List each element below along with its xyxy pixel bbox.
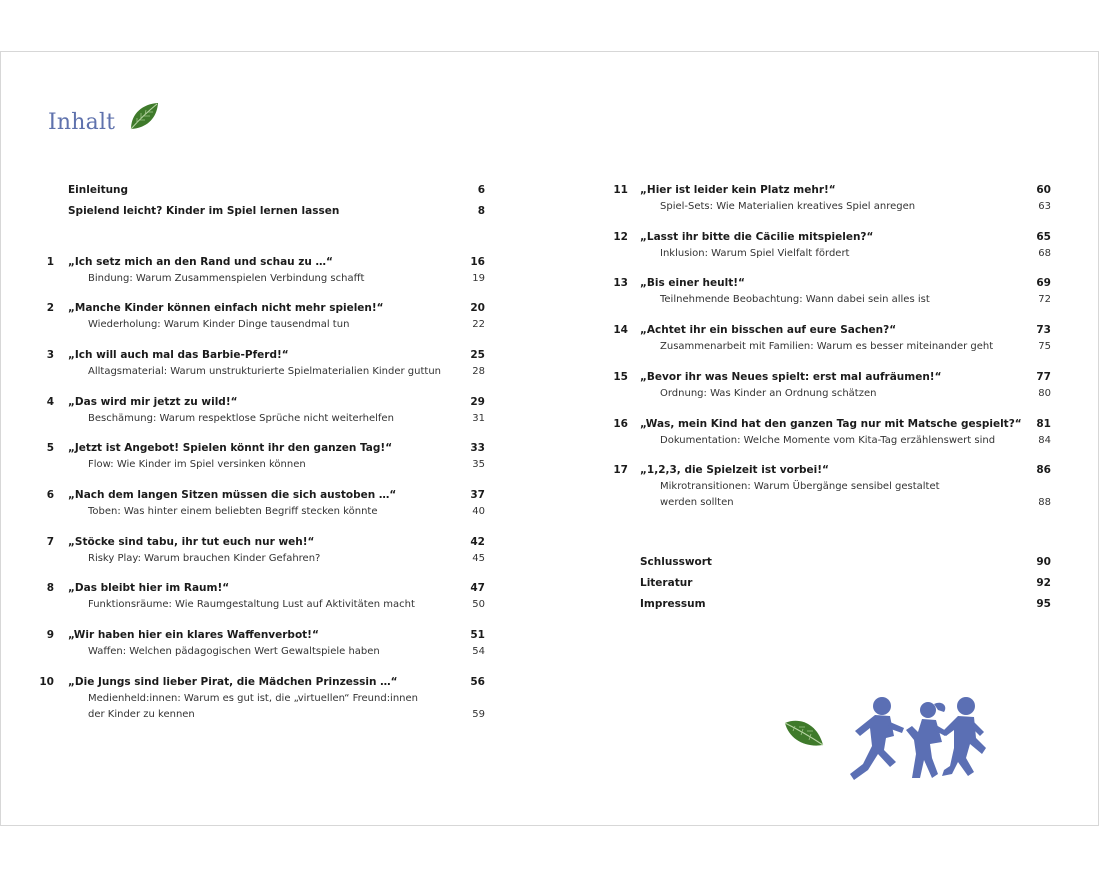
- toc-chapter-page: 20: [470, 302, 485, 314]
- toc-subtitle: Waffen: Welchen pädagogischen Wert Gewaltspiele haben: [88, 646, 380, 657]
- toc-chapter-title: „Stöcke sind tabu, ihr tut euch nur weh!“: [68, 536, 315, 548]
- toc-chapter-number: 2: [46, 302, 54, 314]
- toc-entry-title: Schlusswort: [640, 556, 712, 568]
- toc-chapter-number: 1: [46, 256, 54, 268]
- toc-chapter-number: 14: [613, 324, 628, 336]
- toc-chapter-title: „Das bleibt hier im Raum!“: [68, 582, 230, 594]
- toc-chapter-page: 42: [470, 536, 485, 548]
- toc-subtitle: der Kinder zu kennen: [88, 709, 195, 720]
- toc-subtitle-page: 88: [1038, 497, 1051, 508]
- toc-subtitle: Risky Play: Warum brauchen Kinder Gefahren?: [88, 553, 321, 564]
- toc-chapter-title: „Was, mein Kind hat den ganzen Tag nur mit Matsche gespielt?“: [640, 418, 1022, 430]
- toc-chapter-page: 47: [470, 582, 485, 594]
- toc-subtitle: Funktionsräume: Wie Raumgestaltung Lust auf Aktivitäten macht: [88, 599, 415, 610]
- toc-subtitle-page: 59: [472, 709, 485, 720]
- toc-chapter-page: 29: [470, 396, 485, 408]
- toc-subtitle-page: 75: [1038, 341, 1051, 352]
- toc-chapter-page: 69: [1036, 277, 1051, 289]
- toc-subtitle-page: 40: [472, 506, 485, 517]
- toc-chapter-number: 15: [613, 371, 628, 383]
- toc-subtitle: Medienheld:innen: Warum es gut ist, die „virtuellen“ Freund:innen: [88, 693, 419, 704]
- toc-chapter-title: „Lasst ihr bitte die Cäcilie mitspielen?“: [640, 231, 874, 243]
- toc-chapter-title: „Das wird mir jetzt zu wild!“: [68, 396, 238, 408]
- leaf-icon: [128, 100, 160, 132]
- toc-chapter-title: „Wir haben hier ein klares Waffenverbot!“: [68, 629, 319, 641]
- toc-chapter-title: „Ich setz mich an den Rand und schau zu …“: [68, 256, 333, 268]
- running-children-icon: [846, 692, 988, 792]
- toc-chapter-page: 81: [1036, 418, 1051, 430]
- toc-subtitle: Zusammenarbeit mit Familien: Warum es besser miteinander geht: [660, 341, 994, 352]
- toc-subtitle: werden sollten: [660, 497, 734, 508]
- toc-subtitle: Ordnung: Was Kinder an Ordnung schätzen: [660, 388, 877, 399]
- toc-chapter-title: „Achtet ihr ein bisschen auf eure Sachen?“: [640, 324, 897, 336]
- toc-chapter-number: 5: [46, 442, 54, 454]
- toc-chapter-page: 73: [1036, 324, 1051, 336]
- toc-subtitle: Toben: Was hinter einem beliebten Begriff stecken könnte: [88, 506, 378, 517]
- toc-subtitle-page: 22: [472, 319, 485, 330]
- toc-chapter-title: „Manche Kinder können einfach nicht mehr spielen!“: [68, 302, 384, 314]
- toc-chapter-number: 10: [39, 676, 54, 688]
- toc-chapter-title: „Bevor ihr was Neues spielt: erst mal aufräumen!“: [640, 371, 942, 383]
- toc-entry-page: 95: [1036, 598, 1051, 610]
- toc-subtitle-page: 31: [472, 413, 485, 424]
- toc-subtitle-page: 63: [1038, 201, 1051, 212]
- toc-chapter-title: „Nach dem langen Sitzen müssen die sich austoben …“: [68, 489, 397, 501]
- toc-entry-page: 8: [477, 205, 485, 217]
- toc-chapter-number: 3: [46, 349, 54, 361]
- leaf-icon: [783, 717, 825, 749]
- toc-chapter-title: „Bis einer heult!“: [640, 277, 745, 289]
- toc-subtitle: Mikrotransitionen: Warum Übergänge sensibel gestaltet: [660, 481, 940, 492]
- toc-subtitle-page: 50: [472, 599, 485, 610]
- toc-entry-title: Impressum: [640, 598, 706, 610]
- toc-subtitle: Wiederholung: Warum Kinder Dinge tausendmal tun: [88, 319, 350, 330]
- toc-subtitle-page: 72: [1038, 294, 1051, 305]
- toc-subtitle-page: 35: [472, 459, 485, 470]
- toc-chapter-number: 7: [46, 536, 54, 548]
- toc-chapter-number: 16: [613, 418, 628, 430]
- toc-chapter-page: 25: [470, 349, 485, 361]
- toc-chapter-title: „Ich will auch mal das Barbie-Pferd!“: [68, 349, 289, 361]
- toc-chapter-number: 12: [613, 231, 628, 243]
- toc-subtitle-page: 80: [1038, 388, 1051, 399]
- toc-subtitle-page: 84: [1038, 435, 1051, 446]
- toc-entry-page: 90: [1036, 556, 1051, 568]
- toc-subtitle-page: 45: [472, 553, 485, 564]
- toc-chapter-page: 77: [1036, 371, 1051, 383]
- toc-chapter-number: 8: [46, 582, 54, 594]
- toc-chapter-title: „1,2,3, die Spielzeit ist vorbei!“: [640, 464, 829, 476]
- toc-entry-page: 92: [1036, 577, 1051, 589]
- toc-chapter-page: 37: [470, 489, 485, 501]
- toc-entry-page: 6: [477, 184, 485, 196]
- toc-entry-title: Einleitung: [68, 184, 129, 196]
- toc-chapter-number: 4: [46, 396, 54, 408]
- page-title: Inhalt: [48, 110, 116, 135]
- toc-chapter-page: 65: [1036, 231, 1051, 243]
- toc-subtitle: Flow: Wie Kinder im Spiel versinken können: [88, 459, 306, 470]
- toc-chapter-page: 16: [470, 256, 485, 268]
- toc-chapter-title: „Die Jungs sind lieber Pirat, die Mädchen Prinzessin …“: [68, 676, 398, 688]
- toc-chapter-page: 86: [1036, 464, 1051, 476]
- toc-chapter-number: 13: [613, 277, 628, 289]
- toc-subtitle: Spiel-Sets: Wie Materialien kreatives Spiel anregen: [660, 201, 916, 212]
- toc-subtitle-page: 54: [472, 646, 485, 657]
- toc-chapter-page: 33: [470, 442, 485, 454]
- toc-entry-title: Literatur: [640, 577, 693, 589]
- toc-subtitle: Dokumentation: Welche Momente vom Kita-Tag erzählenswert sind: [660, 435, 996, 446]
- toc-subtitle-page: 68: [1038, 248, 1051, 259]
- toc-subtitle: Alltagsmaterial: Warum unstrukturierte Spielmaterialien Kinder guttun: [88, 366, 442, 377]
- toc-chapter-number: 9: [46, 629, 54, 641]
- toc-chapter-title: „Hier ist leider kein Platz mehr!“: [640, 184, 836, 196]
- toc-chapter-page: 51: [470, 629, 485, 641]
- toc-subtitle: Beschämung: Warum respektlose Sprüche nicht weiterhelfen: [88, 413, 394, 424]
- toc-subtitle: Inklusion: Warum Spiel Vielfalt fördert: [660, 248, 850, 259]
- toc-subtitle: Bindung: Warum Zusammenspielen Verbindung schafft: [88, 273, 365, 284]
- toc-chapter-number: 17: [613, 464, 628, 476]
- toc-subtitle-page: 19: [472, 273, 485, 284]
- toc-chapter-title: „Jetzt ist Angebot! Spielen könnt ihr den ganzen Tag!“: [68, 442, 393, 454]
- toc-chapter-page: 56: [470, 676, 485, 688]
- toc-chapter-page: 60: [1036, 184, 1051, 196]
- toc-entry-title: Spielend leicht? Kinder im Spiel lernen lassen: [68, 205, 340, 217]
- toc-chapter-number: 11: [613, 184, 628, 196]
- toc-subtitle-page: 28: [472, 366, 485, 377]
- toc-chapter-number: 6: [46, 489, 54, 501]
- toc-subtitle: Teilnehmende Beobachtung: Wann dabei sein alles ist: [660, 294, 930, 305]
